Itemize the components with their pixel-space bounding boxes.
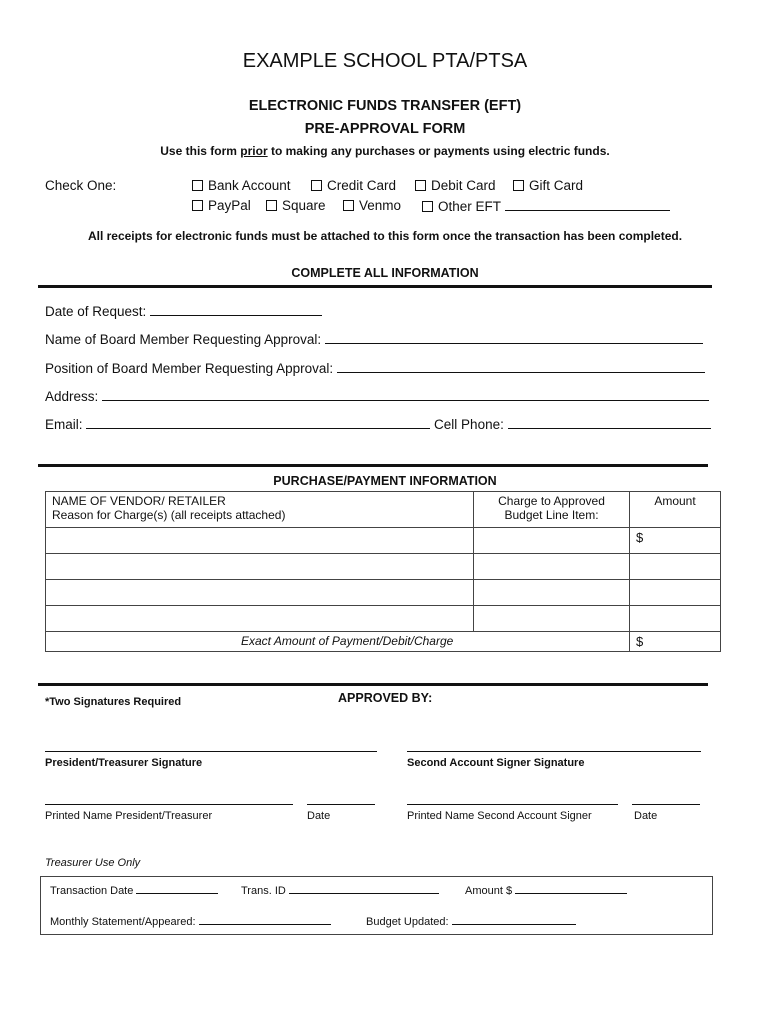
option-venmo[interactable] [343, 198, 401, 213]
total-row [46, 632, 721, 652]
date-of-request-label: Date of Request: [45, 304, 147, 319]
purchase-table [45, 491, 721, 652]
transaction-date-field[interactable] [50, 883, 218, 897]
amount-header [630, 492, 721, 528]
amount-header-label: Amount [654, 494, 696, 508]
board-member-position-line[interactable] [337, 360, 705, 373]
checkbox-icon [422, 201, 433, 212]
budget-line-cell[interactable] [474, 554, 630, 580]
address-line[interactable] [102, 388, 709, 401]
board-member-position-field[interactable] [45, 360, 705, 376]
option-label: Credit Card [327, 178, 397, 193]
date-of-request-line[interactable] [150, 303, 322, 316]
cell-phone-label: Cell Phone: [434, 417, 504, 432]
table-header-row [46, 492, 721, 528]
vendor-cell[interactable] [46, 606, 474, 632]
option-label: PayPal [208, 198, 251, 213]
total-amount-cell[interactable] [630, 632, 721, 652]
amount-cell[interactable] [630, 528, 721, 554]
checkbox-icon [192, 180, 203, 191]
option-label: Venmo [359, 198, 402, 213]
checkbox-icon [192, 200, 203, 211]
table-row [46, 580, 721, 606]
board-member-name-line[interactable] [325, 331, 703, 344]
board-member-name-label: Name of Board Member Requesting Approval: [45, 332, 322, 347]
checkbox-icon [343, 200, 354, 211]
date1-label: Date [307, 810, 331, 822]
form-subtitle: PRE-APPROVAL FORM [304, 121, 466, 137]
monthly-statement-field[interactable] [50, 914, 331, 928]
purchase-heading: PURCHASE/PAYMENT INFORMATION [273, 474, 497, 488]
currency-symbol: $ [636, 530, 644, 545]
budget-line-header [474, 492, 630, 528]
budget-line-cell[interactable] [474, 606, 630, 632]
checkbox-icon [311, 180, 322, 191]
vendor-cell[interactable] [46, 580, 474, 606]
cell-phone-line[interactable] [508, 416, 711, 429]
printed-president-label: Printed Name President/Treasurer [45, 810, 213, 822]
trans-id-field[interactable] [241, 883, 439, 897]
president-signature-line[interactable] [45, 751, 377, 752]
transaction-date-line[interactable] [136, 883, 218, 894]
email-field[interactable] [45, 416, 711, 432]
option-square[interactable] [266, 198, 326, 213]
budget-updated-field[interactable] [366, 914, 576, 928]
option-debit-card[interactable] [415, 178, 496, 193]
email-line[interactable] [86, 416, 430, 429]
checkbox-icon [513, 180, 524, 191]
table-row [46, 528, 721, 554]
section-divider [38, 285, 712, 288]
trans-id-line[interactable] [289, 883, 439, 894]
vendor-header-line1: NAME OF VENDOR/ RETAILER [52, 494, 226, 508]
date2-label: Date [634, 810, 658, 822]
email-label: Email: [45, 417, 83, 432]
complete-info-heading: COMPLETE ALL INFORMATION [291, 266, 479, 280]
amount-cell[interactable] [630, 606, 721, 632]
board-member-name-field[interactable] [45, 331, 703, 347]
address-field[interactable] [45, 388, 709, 404]
vendor-header [46, 492, 474, 528]
total-label-cell [46, 632, 630, 652]
date2-line[interactable] [632, 804, 700, 805]
two-signatures-note: *Two Signatures Required [45, 696, 182, 708]
form-title: ELECTRONIC FUNDS TRANSFER (EFT) [248, 98, 522, 114]
option-label: Debit Card [431, 178, 496, 193]
budget-line-header-line1: Charge to Approved [498, 494, 605, 508]
section-divider [38, 683, 708, 686]
other-eft-line[interactable] [505, 198, 670, 211]
currency-symbol: $ [636, 634, 644, 649]
address-label: Address: [45, 389, 99, 404]
printed-second-label: Printed Name Second Account Signer [407, 810, 592, 822]
budget-updated-label: Budget Updated: [366, 916, 449, 928]
board-member-position-label: Position of Board Member Requesting Approval: [45, 361, 334, 376]
receipts-note: All receipts for electronic funds must be attached to this form once the transaction has been completed. [87, 229, 683, 243]
option-bank-account[interactable] [192, 178, 291, 193]
budget-line-cell[interactable] [474, 580, 630, 606]
amount-line[interactable] [515, 883, 627, 894]
amount-cell[interactable] [630, 580, 721, 606]
total-label: Exact Amount of Payment/Debit/Charge [241, 634, 454, 648]
printed-second-line[interactable] [407, 804, 618, 805]
instruction-pre: Use this form [160, 144, 241, 158]
second-signer-signature-line[interactable] [407, 751, 701, 752]
option-label: Other EFT [438, 199, 501, 214]
budget-line-cell[interactable] [474, 528, 630, 554]
option-label: Gift Card [529, 178, 584, 193]
amount-cell[interactable] [630, 554, 721, 580]
section-divider [38, 464, 708, 467]
checkbox-icon [415, 180, 426, 191]
amount-field[interactable] [465, 883, 627, 897]
approved-by-heading: APPROVED BY: [338, 691, 433, 705]
checkbox-icon [266, 200, 277, 211]
option-other-eft[interactable] [422, 198, 670, 214]
vendor-header-line2: Reason for Charge(s) (all receipts attached) [52, 508, 286, 522]
transaction-date-label: Transaction Date [50, 885, 134, 897]
option-paypal[interactable] [192, 198, 251, 213]
check-one-label: Check One: [45, 178, 117, 193]
amount-label: Amount $ [465, 885, 513, 897]
option-gift-card[interactable] [513, 178, 583, 193]
budget-line-header-line2: Budget Line Item: [504, 508, 599, 522]
president-signature-label: President/Treasurer Signature [45, 757, 203, 769]
table-row [46, 554, 721, 580]
option-label: Bank Account [208, 178, 291, 193]
budget-updated-line[interactable] [452, 914, 576, 925]
date-of-request-field[interactable] [45, 303, 322, 319]
second-signer-signature-label: Second Account Signer Signature [407, 757, 585, 769]
org-title: EXAMPLE SCHOOL PTA/PTSA [242, 50, 528, 72]
instruction-post: to making any purchases or payments using electric funds. [267, 144, 610, 158]
vendor-cell[interactable] [46, 554, 474, 580]
instruction-emphasis: prior [240, 144, 268, 158]
printed-president-line[interactable] [45, 804, 293, 805]
treasurer-heading: Treasurer Use Only [45, 857, 141, 869]
option-label: Square [282, 198, 326, 213]
vendor-cell[interactable] [46, 528, 474, 554]
trans-id-label: Trans. ID [241, 885, 286, 897]
date1-line[interactable] [307, 804, 375, 805]
table-row [46, 606, 721, 632]
monthly-statement-line[interactable] [199, 914, 331, 925]
monthly-statement-label: Monthly Statement/Appeared: [50, 916, 196, 928]
option-credit-card[interactable] [311, 178, 396, 193]
instruction-text [0, 144, 770, 158]
